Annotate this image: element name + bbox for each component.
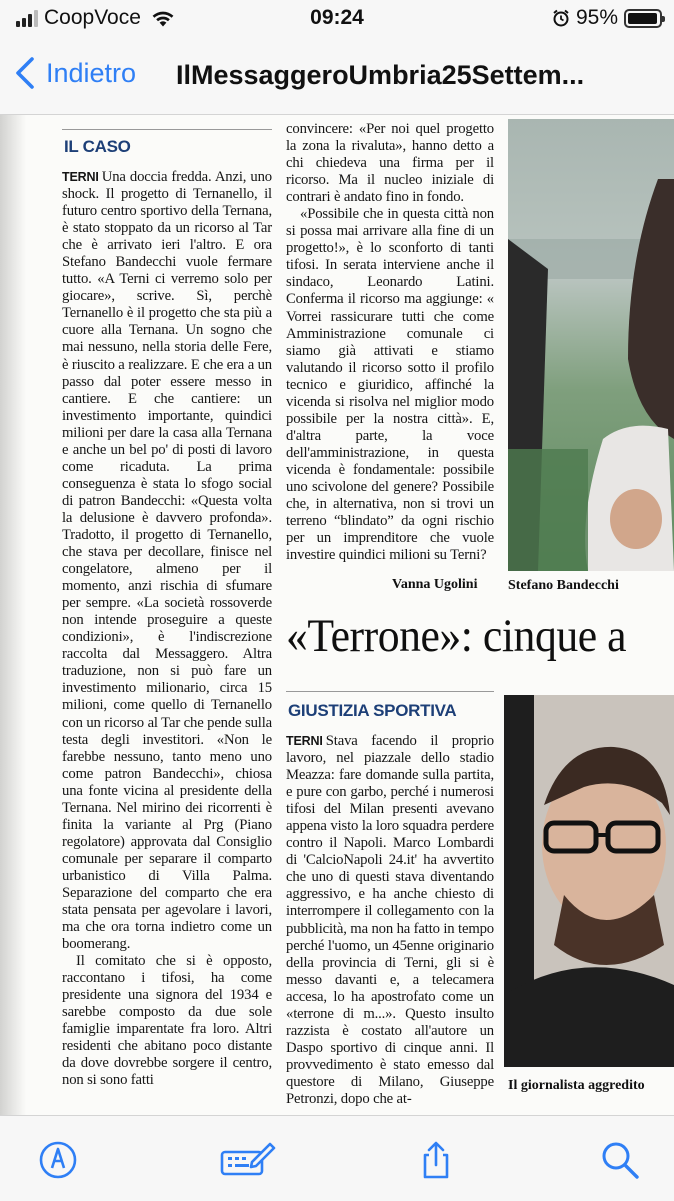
- annotate-button[interactable]: [220, 1138, 276, 1182]
- status-right: [552, 6, 662, 30]
- document-title: IlMessaggeroUmbria25Settem...: [176, 60, 585, 90]
- location-tag: TERNI: [62, 170, 99, 184]
- carrier-name: CoopVoce: [44, 6, 141, 29]
- search-button[interactable]: [598, 1138, 642, 1182]
- article1-column2: [286, 121, 494, 564]
- navigation-bar: [0, 38, 674, 115]
- wifi-icon: [151, 9, 175, 27]
- photo-giornalista: [504, 695, 674, 1067]
- clock: 09:24: [310, 6, 364, 29]
- photo-stefano-bandecchi: [508, 119, 674, 571]
- location-tag: TERNI: [286, 734, 323, 748]
- section-rule: [286, 691, 494, 692]
- chevron-left-icon: [14, 56, 36, 90]
- pdf-page[interactable]: [0, 115, 674, 1115]
- article2-body: Stava facendo il proprio lavoro, nel piazzale dello stadio Meazza: fare domande sulla partita, e pure con garbo, perché i numerosi tifosi del Milan presenti avevano appena visto la loro squadra perdere contro il Napoli. Marco Lombardi di 'CalcioNapoli 24.it' ha avvertito che uno di questi stava diventando aggressivo, e ha anche chiesto di interrompere il collegamento con la pubblicità, ma non ha fatto in tempo perché l'uomo, un 45enne originario della provincia di Terni, gli si è messo davanti e, a telecamera accesa, lo ha apostrofato come un «terrone di m...». Questo insulto razzista è costato all'autore un Daspo sportivo di cinque anni. Il provvedimento è stato emesso dal questore di Milano, Giuseppe Petronzi, dopo che at-: [286, 733, 494, 1107]
- article1-paragraph: Una doccia fredda. Anzi, uno shock. Il progetto di Ternanello, il futuro centro sportivo della Ternana, è stato stoppato da un ricorso al Tar che è arrivato ieri l'altro. E ora Stefano Bandecchi vuole fermare tutto. «A Terni ci verremo solo per giocare», scrive. Sì, perchè Ternanello è il progetto che sta più a cuore alla Ternana. Un sogno che mai nessuno, nella storia delle Fere, è riuscito a realizzare. E che era a un passo dal poter essere messo in cantiere. E che cantiere: un investimento importante, quindici milioni per dare la casa alla Ternana e anche un bel po' di posti di lavoro come ricaduta. La prima conseguenza è stata lo sfogo social di patron Bandecchi: «Questa volta la delusione è davvero profonda». Tradotto, il progetto di Ternanello, che stava per decollare, finisce nel congelatore, almeno per il momento, anzi rischia di sfumare per sempre. «La società rossoverde non intende proseguire a queste condizioni», è l'indiscrezione raccolta dal Messaggero. Altra traduzione, non si può fare un investimento milionario, circa 15 milioni, come quello di Ternanello con un ricorso al Tar che pende sulla testa degli investitori. «Non le farebbe nessuno, tanto meno uno come patron Bandecchi», chiosa una fonte vicina al presidente della Ternana. Nel mirino dei ricorrenti è finita la variante al Prg (Piano regolatore) approvata dal Consiglio comunale per separare il comparto urbanistico di Villa Palma. Separazione del comparto che era stata pensata per agevolare i lavori, ma che ora torna indietro come un boomerang.: [62, 169, 272, 953]
- article2-column: [286, 733, 494, 1108]
- article1-paragraph: «Possibile che in questa città non si possa mai arrivare alla fine di un progetto!», è lo sconforto di tanti tifosi. In serata interviene anche il sindaco, Leonardo Latini. Conferma il ricorso ma aggiunge: « Vorrei rassicurare tutti che come Amministrazione comunale ci siamo già attivati e stiamo valutando il ricorso sotto il profilo tecnico e giuridico, affinché la vicenda si risolva nel miglior modo possibile per la nostra città». E, d'altra parte, la voce dell'amministrazione, in questa vicenda è fondamentale: possibile uno scivolone del genere? Possibile che, in alternativa, non si trovi un terreno “blindato” da ogni rischio per un imprenditore che vuole investire quindici milioni su Terni?: [286, 206, 494, 564]
- battery-percent: 95%: [575, 6, 618, 29]
- search-icon: [600, 1140, 640, 1180]
- keyboard-pencil-icon: [220, 1140, 276, 1180]
- markup-button[interactable]: [36, 1138, 80, 1182]
- markup-pen-icon: [38, 1140, 78, 1180]
- article1-paragraph: Il comitato che si è opposto, raccontano i tifosi, ha come presidente una signora del 1934 e sarebbe composto da due sole famiglie imparentate fra loro. Altri residenti che abitano poco distante da dove dovrebbe sorgere il centro, non si sono fatti: [62, 953, 272, 1089]
- battery-level: [628, 13, 657, 24]
- back-button[interactable]: [14, 56, 136, 90]
- share-icon: [416, 1140, 456, 1180]
- photo-caption-bandecchi: Stefano Bandecchi: [508, 578, 619, 593]
- bottom-toolbar: [0, 1115, 674, 1201]
- byline: Vanna Ugolini: [392, 577, 478, 592]
- section-heading-il-caso: IL CASO: [64, 137, 131, 156]
- share-button[interactable]: [414, 1138, 458, 1182]
- article1-column1: [62, 169, 272, 1090]
- status-bar: [0, 0, 674, 38]
- photo-illustration: [504, 695, 674, 1067]
- cellular-signal-icon: [16, 9, 38, 27]
- section-heading-giustizia-sportiva: GIUSTIZIA SPORTIVA: [288, 701, 457, 720]
- article2-headline: «Terrone»: cinque a: [286, 610, 627, 662]
- section-rule: [62, 129, 272, 130]
- status-left: [16, 6, 175, 30]
- page-fold-shadow: [0, 115, 26, 1115]
- alarm-clock-icon: [552, 9, 570, 27]
- photo-illustration: [508, 119, 674, 571]
- article1-paragraph: convincere: «Per noi quel progetto la zona la rivaluta», hanno detto a chi chiedeva una firma per il ricorso. Ma il nucleo iniziale di contrari è andato fino in fondo.: [286, 121, 494, 206]
- back-label: Indietro: [46, 57, 137, 88]
- photo-caption-giornalista: Il giornalista aggredito: [508, 1078, 645, 1093]
- battery-icon: [624, 9, 662, 28]
